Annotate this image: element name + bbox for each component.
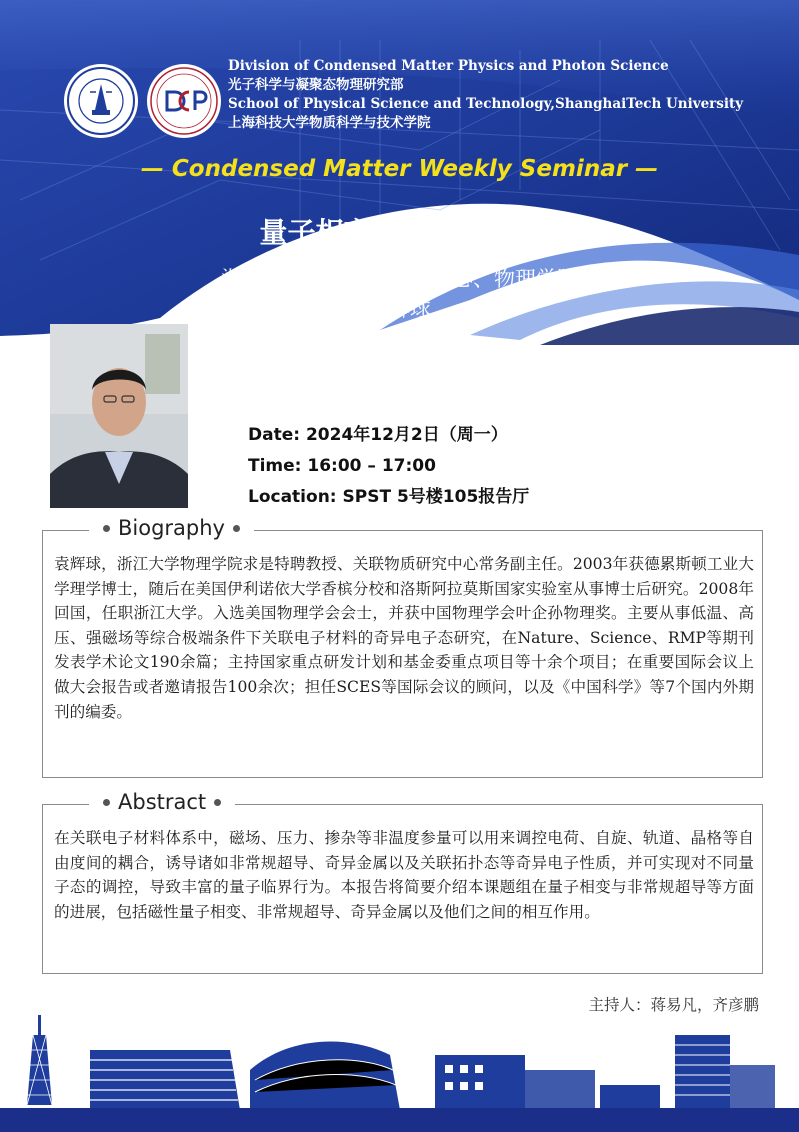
biography-box [42, 516, 763, 778]
bullet-dot-icon [103, 525, 110, 532]
dcps-division-logo-icon [145, 62, 223, 140]
event-details [248, 420, 529, 513]
hosts-line: 主持人：蒋易凡，齐彦鹏 [588, 996, 759, 1014]
abstract-box [42, 790, 763, 974]
abstract-heading: Abstract [118, 790, 207, 814]
event-date: Date: 2024年12月2日（周一） [248, 425, 508, 445]
speaker-name: 袁辉球 [368, 297, 431, 321]
talk-title: 量子相变与非常规超导 [259, 216, 540, 249]
institution-line-zh-division: 光子科学与凝聚态物理研究部 [228, 77, 404, 93]
event-time: Time: 16:00 – 17:00 [248, 456, 436, 476]
speaker-photo [50, 324, 188, 508]
biography-text: 袁辉球，浙江大学物理学院求是特聘教授、关联物质研究中心常务副主任。2003年获德累斯顿工业大学理学博士，随后在美国伊利诺依大学香槟分校和洛斯阿拉莫斯国家实验室从事博士后研究。2008年回国，任职浙江大学。入选美国物理学会会士，并获中国物理学会叶企孙物理奖。主要从事低温、高压、强磁场等综合极端条件下关联电子材料的奇异电子态研究，在Nature、Science、RMP等期刊发表学术论文190余篇；主持国家重点研发计划和基金委重点项目等十余个项目；在重要国际会议上做大会报告或者邀请报告100余次；担任SCES等国际会议的顾问，以及《中国科学》等7个国内外期刊的编委。 [54, 555, 754, 721]
abstract-text: 在关联电子材料体系中，磁场、压力、掺杂等非温度参量可以用来调控电荷、自旋、轨道、晶格等自由度间的耦合，诱导诸如非常规超导、奇异金属以及关联拓扑态等奇异电子性质，并可实现对不同量子态的调控，导致丰富的量子临界行为。本报告将简要介绍本课题组在量子相变与非常规超导等方面的进展，包括磁性量子相变、非常规超导、奇异金属以及他们之间的相互作用。 [54, 829, 754, 921]
seminar-series-title: — Condensed Matter Weekly Seminar — [140, 156, 659, 182]
institution-block [228, 57, 743, 133]
biography-heading-wrap [89, 516, 254, 540]
bullet-dot-icon [214, 799, 221, 806]
bullet-dot-icon [103, 799, 110, 806]
abstract-heading-wrap [89, 790, 235, 814]
campus-skyline-icon [0, 1010, 799, 1132]
institution-line-en-division: Division of Condensed Matter Physics and Photon Science [228, 58, 669, 74]
speaker-affiliation: 浙江大学关联物质研究中心、物理学院 [221, 267, 578, 291]
event-location: Location: SPST 5号楼105报告厅 [248, 487, 530, 507]
bullet-dot-icon [233, 525, 240, 532]
institution-line-en-school: School of Physical Science and Technology,ShanghaiTech University [228, 96, 744, 112]
shanghaitech-university-seal-icon [62, 62, 140, 140]
institution-line-zh-school: 上海科技大学物质科学与技术学院 [228, 115, 431, 131]
biography-heading: Biography [118, 516, 225, 540]
